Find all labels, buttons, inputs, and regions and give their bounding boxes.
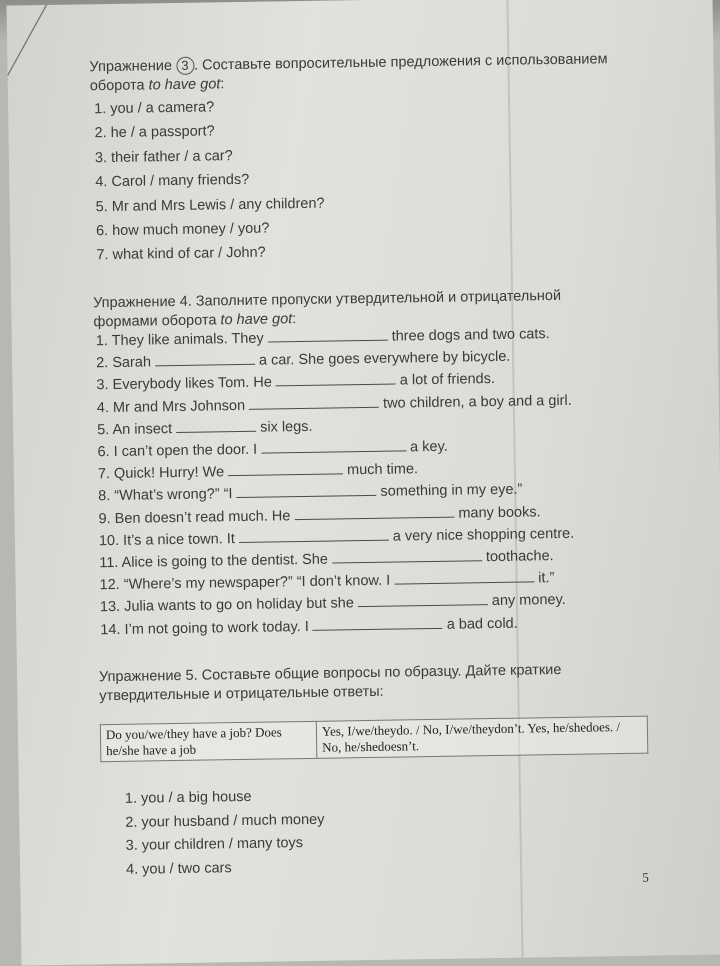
page-number: 5 xyxy=(642,869,649,885)
list-item: 4. you / two cars xyxy=(125,860,232,878)
exercise-5-title-line1: Упражнение 5. Составьте общие вопросы по образцу. Дайте краткие xyxy=(98,661,562,686)
sentence-end: any money. xyxy=(491,592,566,610)
list-item xyxy=(97,418,313,439)
list-item: 2. your husband / much money xyxy=(125,811,325,831)
list-item xyxy=(96,370,495,394)
exercise-5-title xyxy=(99,660,640,706)
exercise-4-title-end: : xyxy=(292,311,297,328)
list-item xyxy=(100,614,518,639)
answer-blank[interactable] xyxy=(294,504,454,520)
sentence-start: 3. Everybody likes Tom. He xyxy=(96,374,273,394)
sentence-end: a very nice shopping centre. xyxy=(392,525,575,545)
answer-blank[interactable] xyxy=(313,615,443,630)
list-item xyxy=(96,348,511,373)
answer-blank[interactable] xyxy=(239,527,389,542)
exercise-3-title-line2: оборота xyxy=(89,77,149,95)
page-fold xyxy=(506,0,523,958)
sentence-end: a car. She goes everywhere by bicycle. xyxy=(258,348,511,369)
exercise-3-title-prefix: Упражнение xyxy=(89,58,173,76)
answer-blank[interactable] xyxy=(261,438,406,453)
sentence-start: 14. I’m not going to work today. I xyxy=(100,618,309,638)
sentence-end: it.” xyxy=(538,570,555,587)
exercise-4-title-line1: Упражнение 4. Заполните пропуски утвердительной и отрицательной xyxy=(93,287,562,312)
sentence-end: many books. xyxy=(458,503,541,522)
exercise-3-title-end: : xyxy=(220,76,225,93)
exercise-3-title-rest: . Составьте вопросительные предложения с использованием xyxy=(193,51,608,74)
list-item xyxy=(99,525,575,550)
list-item: 3. your children / many toys xyxy=(125,835,304,854)
model-question-cell: Do you/we/they have a job? Does he/she have a job xyxy=(100,721,317,761)
sentence-end: much time. xyxy=(346,461,419,479)
sentence-start: 4. Mr and Mrs Johnson xyxy=(96,397,246,416)
answer-blank[interactable] xyxy=(268,328,388,343)
list-item: 3. their father / a car? xyxy=(94,148,233,167)
sentence-end: something in my eye.” xyxy=(380,481,523,501)
sentence-start: 8. “What’s wrong?” “I xyxy=(98,486,233,505)
answer-blank[interactable] xyxy=(358,593,488,608)
sentence-start: 13. Julia wants to go on holiday but she xyxy=(99,595,354,616)
sentence-start: 9. Ben doesn’t read much. He xyxy=(98,507,291,527)
sentence-end: toothache. xyxy=(485,548,554,566)
circled-number: 3 xyxy=(176,57,194,75)
answer-blank[interactable] xyxy=(276,372,396,387)
list-item xyxy=(99,569,554,594)
sentence-start: 1. They like animals. They xyxy=(95,330,264,350)
answer-blank[interactable] xyxy=(236,483,376,498)
sentence-end: three dogs and two cats. xyxy=(391,326,550,345)
exercise-4-title-italic: to have got xyxy=(220,311,293,329)
model-answer-cell: Yes, I/we/theydo. / No, I/we/theydon’t. Yes, he/shedoes. / No, he/shedoesn’t. xyxy=(316,716,648,758)
exercise-5-title-line2: утвердительные и отрицательные ответы: xyxy=(99,683,384,705)
exercise-3-title-italic: to have got xyxy=(148,76,221,94)
list-item xyxy=(100,591,566,616)
exercise-3-title xyxy=(89,50,630,96)
sentence-start: 10. It’s a nice town. It xyxy=(98,530,235,550)
list-item: 2. he / a passport? xyxy=(94,123,215,142)
list-item xyxy=(98,460,418,483)
list-item: 1. you / a big house xyxy=(124,788,252,807)
table-row xyxy=(100,716,648,762)
sentence-end: six legs. xyxy=(260,418,313,436)
sentence-start: 7. Quick! Hurry! We xyxy=(97,464,225,483)
sentence-start: 11. Alice is going to the dentist. She xyxy=(99,551,329,572)
answer-blank[interactable] xyxy=(332,548,482,563)
pen-mark xyxy=(7,4,88,85)
sentence-start: 12. “Where’s my newspaper?” “I don’t know. I xyxy=(99,572,391,594)
list-item: 7. what kind of car / John? xyxy=(96,244,266,264)
exercise-4-title xyxy=(93,286,634,332)
list-item: 4. Carol / many friends? xyxy=(95,171,250,191)
list-item xyxy=(97,438,447,461)
answer-blank[interactable] xyxy=(249,394,379,409)
answer-blank[interactable] xyxy=(155,352,255,367)
answer-blank[interactable] xyxy=(228,462,343,477)
exercise-4-title-line2: формами оборота xyxy=(93,312,221,331)
sentence-end: a key. xyxy=(409,438,448,456)
sentence-end: two children, a boy and a girl. xyxy=(382,392,572,412)
list-item xyxy=(98,481,522,506)
sentence-start: 5. An insect xyxy=(97,420,173,439)
answer-blank[interactable] xyxy=(394,570,534,585)
list-item: 1. you / a camera? xyxy=(94,99,215,118)
list-item: 6. how much money / you? xyxy=(95,220,270,240)
list-item xyxy=(99,547,554,572)
list-item xyxy=(98,503,540,528)
sentence-end: a bad cold. xyxy=(446,615,518,633)
list-item: 5. Mr and Mrs Lewis / any children? xyxy=(95,195,325,216)
worksheet-page xyxy=(7,0,720,965)
sentence-start: 6. I can’t open the door. I xyxy=(97,441,258,461)
answer-blank[interactable] xyxy=(176,419,256,433)
sentence-start: 2. Sarah xyxy=(96,354,152,372)
sentence-end: a lot of friends. xyxy=(399,371,496,389)
model-answer-table xyxy=(100,716,649,763)
list-item xyxy=(97,391,572,416)
